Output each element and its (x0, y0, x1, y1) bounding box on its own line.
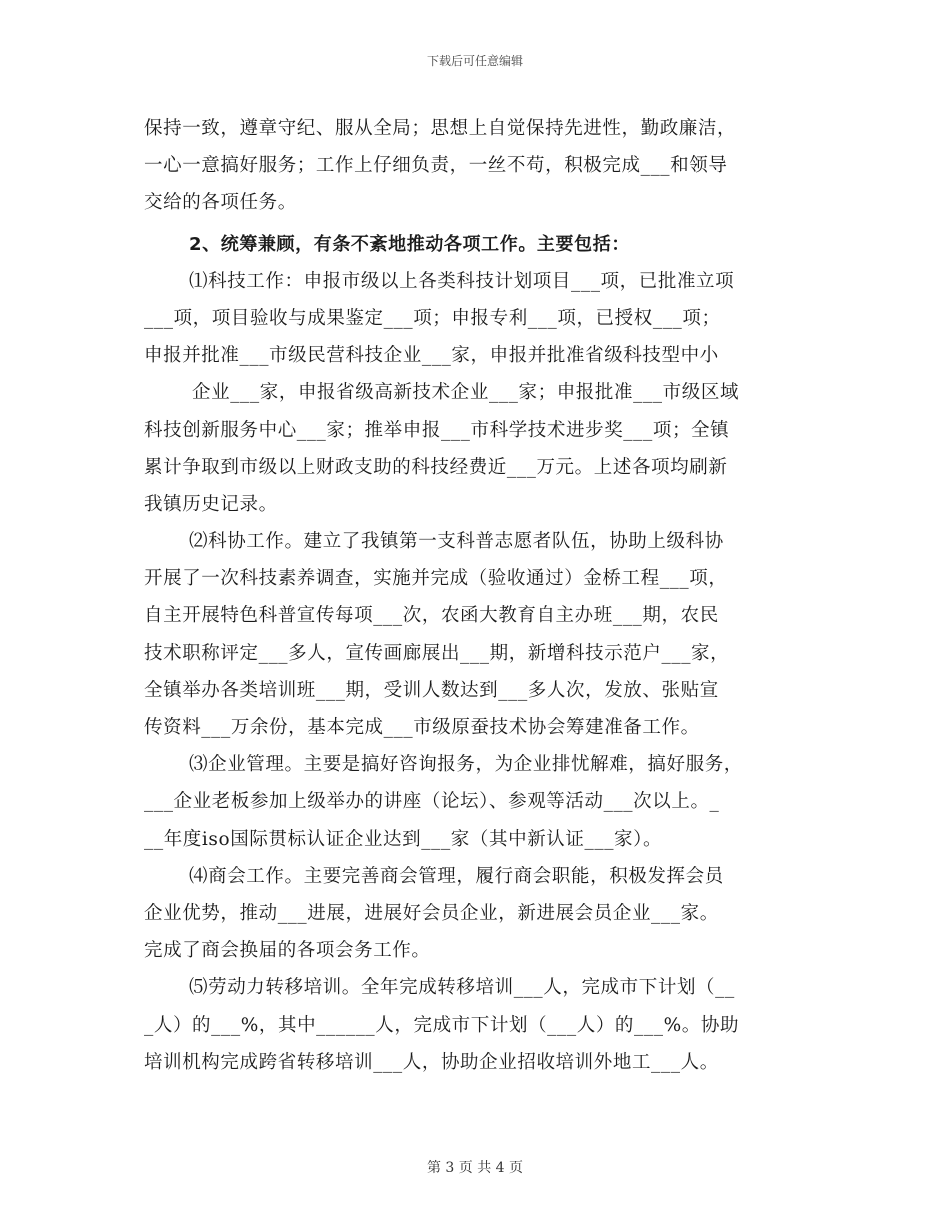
paragraph-line: 传资料___万余份，基本完成___市级原蚕技术协会筹建准备工作。 (144, 717, 700, 738)
paragraph-line: _人）的___%，其中______人，完成市下计划（___人）的___%。协助 (144, 1014, 740, 1036)
paragraph-line: 我镇历史记录。 (144, 493, 278, 515)
paragraph-line: 完成了商会换届的各项会务工作。 (144, 940, 431, 962)
page-number: 第 3 页 共 4 页 (426, 1160, 524, 1176)
paragraph-line: 科技创新服务中心___家；推举申报___市科学技术进步奖___项；全镇 (144, 419, 730, 441)
paragraph-line: 保持一致，遵章守纪、服从全局；思想上自觉保持先进性，勤政廉洁， (144, 118, 737, 139)
section-heading: 2、统筹兼顾，有条不紊地推动各项工作。主要包括： (189, 233, 630, 255)
paragraph-line: ⑸劳动力转移培训。全年完成转移培训___人，完成市下计划（__ (189, 977, 735, 999)
paragraph-line: 培训机构完成跨省转移培训___人，协助企业招收培训外地工___人。 (144, 1051, 719, 1073)
paragraph-line: 开展了一次科技素养调查，实施并完成（验收通过）金桥工程___项， (144, 568, 728, 590)
document-body (144, 110, 824, 1081)
paragraph-line: 一心一意搞好服务；工作上仔细负责，一丝不苟，积极完成___和领导 (144, 155, 728, 177)
paragraph-line: 企业___家，申报省级高新技术企业___家；申报批准___市级区域 (192, 382, 740, 404)
paragraph-line: 技术职称评定___多人，宣传画廊展出___期，新增科技示范户___家， (144, 642, 730, 664)
paragraph-line: ⑵科协工作。建立了我镇第一支科普志愿者队伍，协助上级科协 (189, 531, 724, 553)
paragraph-line: 交给的各项任务。 (144, 192, 297, 214)
paragraph-line: 自主开展特色科普宣传每项___次，农函大教育自主办班___期，农民 (144, 605, 719, 627)
header-note: 下载后可任意编辑 (426, 54, 523, 68)
paragraph-line: ___企业老板参加上级举办的讲座（论坛）、参观等活动___次以上。_ (144, 791, 720, 813)
paragraph-line: ⑶企业管理。主要是搞好咨询报务，为企业排忧解难，搞好服务， (189, 754, 743, 776)
paragraph-line: 申报并批准___市级民营科技企业___家，申报并批准省级科技型中小 (144, 345, 719, 367)
paragraph-line: 企业优势，推动___进展，进展好会员企业，新进展会员企业___家。 (144, 902, 719, 924)
paragraph-line: ___项，项目验收与成果鉴定___项；申报专利___项，已授权___项； (144, 307, 721, 329)
paragraph-line: __年度iso国际贯标认证企业达到___家（其中新认证___家）。 (144, 828, 663, 850)
paragraph-line: 全镇举办各类培训班___期，受训人数达到___多人次，发放、张贴宣 (144, 679, 719, 701)
paragraph-line: 累计争取到市级以上财政支助的科技经费近___万元。上述各项均刷新 (144, 456, 728, 478)
paragraph-line: ⑴科技工作：申报市级以上各类科技计划项目___项，已批准立项 (189, 270, 735, 292)
paragraph-line: ⑷商会工作。主要完善商会管理，履行商会职能，积极发挥会员 (189, 865, 724, 887)
